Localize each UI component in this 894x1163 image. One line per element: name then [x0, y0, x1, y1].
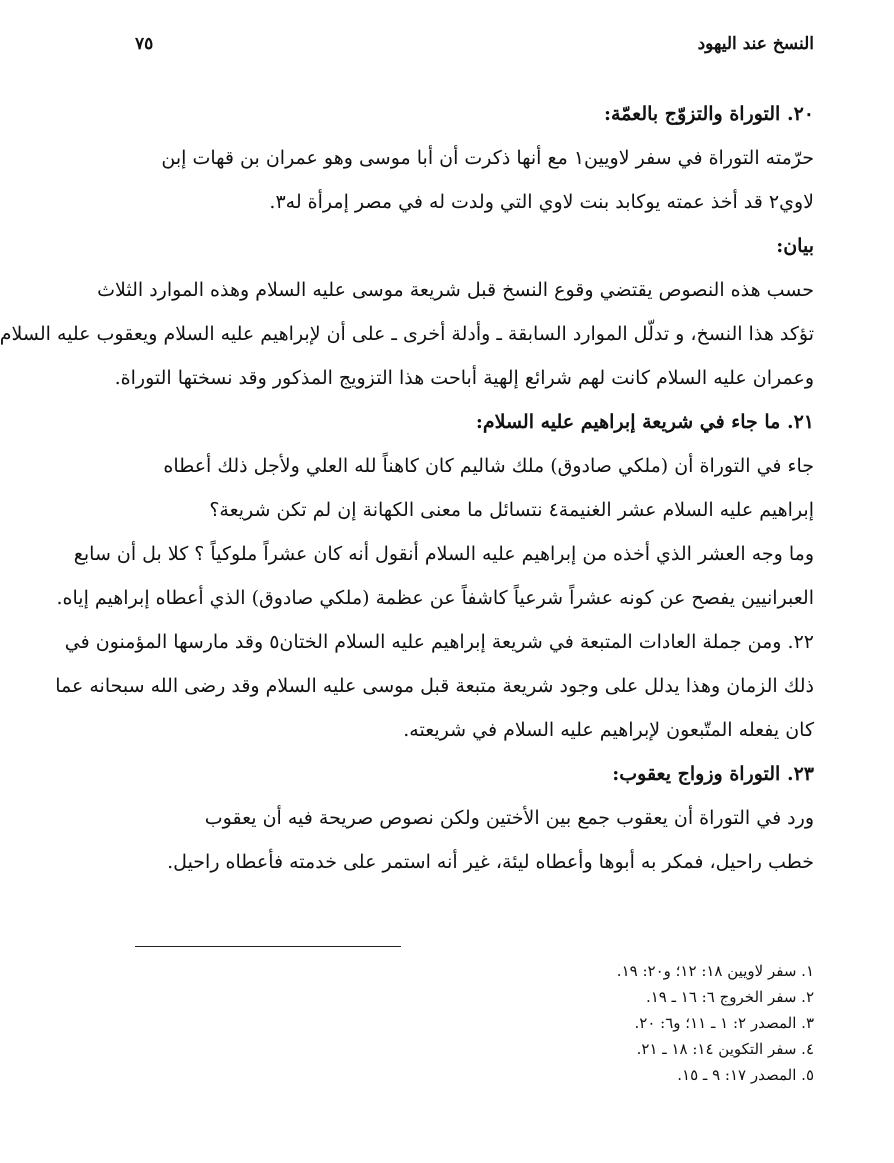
footnote-item: ٢. سفر الخروج ٦: ١٦ ـ ١٩.: [645, 988, 814, 1006]
paragraph-21a: [135, 444, 814, 532]
text-line: وما وجه العشر الذي أخذه من إبراهيم عليه السلام أنقول أنه كان عشراً ملوكياً ؟ كلا بل أن سابع: [73, 543, 814, 565]
text-line: ذلك الزمان وهذا يدلل على وجود شريعة متبعة قبل موسى عليه السلام وقد رضى الله سبحانه عما: [55, 675, 814, 697]
heading-20: ٢٠. التوراة والتزوّج بالعمّة:: [603, 103, 814, 125]
paragraph-bayan: [0, 268, 814, 400]
paragraph-23: [135, 796, 814, 884]
text-line: ورد في التوراة أن يعقوب جمع بين الأختين ولكن نصوص صريحة فيه أن يعقوب: [204, 807, 814, 829]
text-line: حرّمته التوراة في سفر لاويين١ مع أنها ذكرت أن أبا موسى وهو عمران بن قهات إبن: [161, 147, 814, 169]
text-line: العبرانيين يفصح عن كونه عشراً شرعياً كاشفاً عن عظمة (ملكي صادوق) الذي أعطاه إبراهيم إياه.: [56, 587, 814, 609]
text-line: كان يفعله المتّبعون لإبراهيم عليه السلام في شريعته.: [403, 719, 814, 741]
footnote-item: ٤. سفر التكوين ١٤: ١٨ ـ ٢١.: [636, 1040, 814, 1058]
text-line: ٢٢. ومن جملة العادات المتبعة في شريعة إبراهيم عليه السلام الختان٥ وقد مارسها المؤمنون في: [64, 631, 814, 653]
footnote-item: ١. سفر لاويين ١٨: ١٢؛ و٢٠: ١٩.: [616, 962, 814, 980]
heading-21: ٢١. ما جاء في شريعة إبراهيم عليه السلام:: [475, 411, 814, 433]
text-line: لاوي٢ قد أخذ عمته يوكابد بنت لاوي التي ولدت له في مصر إمرأة له٣.: [269, 191, 814, 213]
paragraph-20: [135, 136, 814, 224]
footnote-divider: [135, 946, 401, 947]
running-header: [135, 34, 814, 54]
text-line: حسب هذه النصوص يقتضي وقوع النسخ قبل شريعة موسى عليه السلام وهذه الموارد الثلاث: [97, 279, 814, 301]
body-text: [0, 92, 814, 884]
text-line: إبراهيم عليه السلام عشر الغنيمة٤ نتسائل ما معنى الكهانة إن لم تكن شريعة؟: [209, 499, 814, 521]
text-line: تؤكد هذا النسخ، و تدلّل الموارد السابقة ـ وأدلة أخرى ـ على أن لإبراهيم عليه السلام ويعقوب عليه السلام: [0, 323, 814, 345]
paragraph-21b: [56, 532, 814, 620]
text-line: خطب راحيل، فمكر به أبوها وأعطاه ليئة، غير أنه استمر على خدمته فأعطاه راحيل.: [167, 851, 814, 873]
page-number: ٧٥: [135, 34, 154, 54]
footnote-item: ٥. المصدر ١٧: ٩ ـ ١٥.: [677, 1066, 814, 1084]
text-line: جاء في التوراة أن (ملكي صادوق) ملك شاليم كان كاهناً لله العلي ولأجل ذلك أعطاه: [163, 455, 814, 477]
heading-23: ٢٣. التوراة وزواج يعقوب:: [612, 763, 814, 785]
running-title: النسخ عند اليهود: [697, 34, 814, 54]
paragraph-22: [55, 620, 814, 752]
footnotes-list: [135, 958, 814, 1088]
heading-bayan: بيان:: [776, 235, 814, 257]
text-line: وعمران عليه السلام كانت لهم شرائع إلهية أباحت هذا التزويج المذكور وقد نسختها التوراة.: [114, 367, 814, 389]
footnote-item: ٣. المصدر ٢: ١ ـ ١١؛ و٦: ٢٠.: [634, 1014, 814, 1032]
